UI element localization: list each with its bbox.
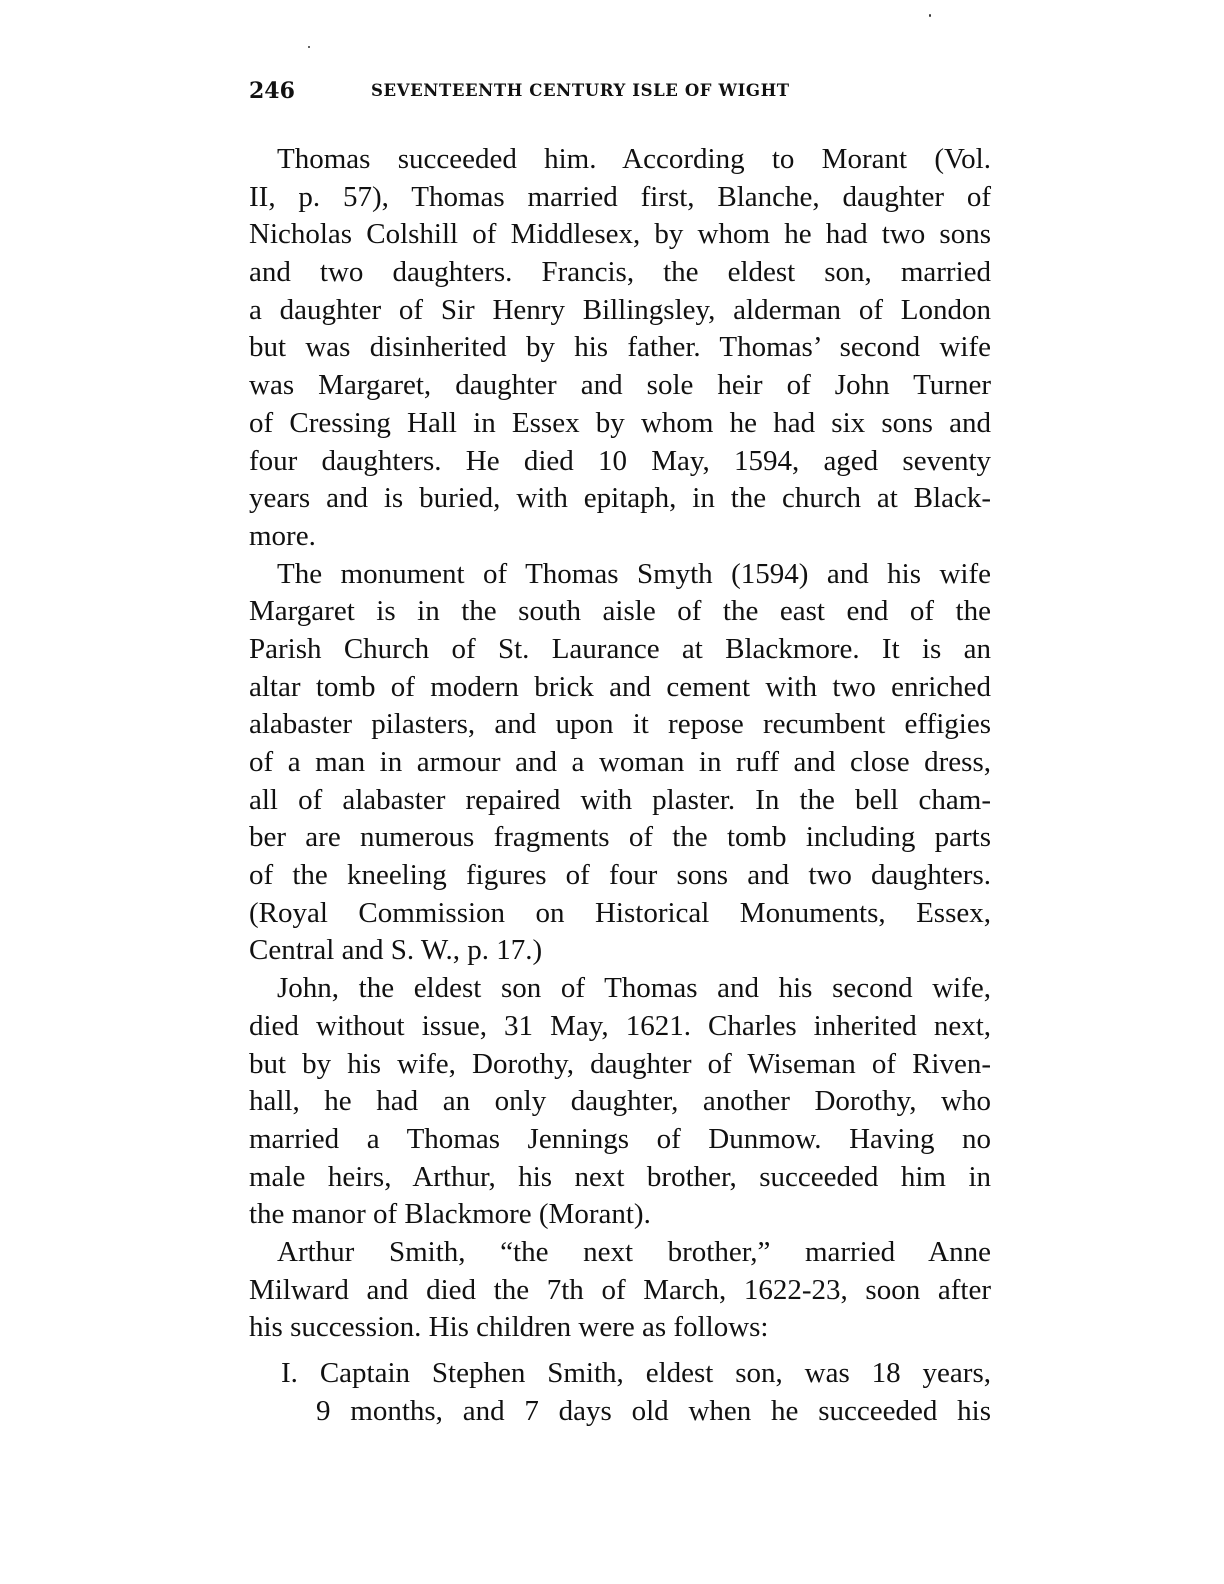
text-line: Milward and died the 7th of March, 1622-23, soon after	[249, 1273, 991, 1306]
text-line: but by his wife, Dorothy, daughter of Wiseman of Riven-	[249, 1047, 991, 1080]
text-line: II, p. 57), Thomas married first, Blanche, daughter of	[249, 180, 991, 213]
text-line: John, the eldest son of Thomas and his second wife,	[277, 972, 991, 1005]
text-line: more.	[249, 519, 316, 552]
children-list	[249, 1355, 991, 1430]
text-line: a daughter of Sir Henry Billingsley, alderman of London	[249, 293, 991, 326]
text-line: Parish Church of St. Laurance at Blackmore. It is an	[249, 632, 991, 665]
text-line: Arthur Smith, “the next brother,” married Anne	[277, 1235, 991, 1268]
page-number: 246	[249, 78, 295, 104]
text-line: died without issue, 31 May, 1621. Charles inherited next,	[249, 1009, 991, 1042]
text-line: Central and S. W., p. 17.)	[249, 934, 543, 967]
text-line: of a man in armour and a woman in ruff and close dress,	[249, 746, 991, 778]
text-line: married a Thomas Jennings of Dunmow. Having no	[249, 1122, 991, 1155]
scan-speck	[308, 46, 310, 48]
page-header	[249, 78, 869, 108]
text-line: but was disinherited by his father. Thomas’ second wife	[249, 331, 991, 364]
text-line: 9 months, and 7 days old when he succeeded his	[316, 1394, 991, 1427]
text-line: altar tomb of modern brick and cement with two enriched	[249, 670, 991, 703]
list-spacer	[249, 1347, 991, 1355]
list-text: Captain Stephen Smith, eldest son, was 18 years,	[319, 1357, 991, 1389]
text-line: alabaster pilasters, and upon it repose recumbent effigies	[249, 708, 991, 741]
text-line: the manor of Blackmore (Morant).	[249, 1198, 651, 1231]
running-head: SEVENTEENTH CENTURY ISLE OF WIGHT	[371, 81, 790, 100]
text-line: years and is buried, with epitaph, in the church at Black-	[249, 482, 991, 515]
text-line: was Margaret, daughter and sole heir of John Turner	[249, 369, 991, 402]
text-line: ber are numerous fragments of the tomb including parts	[249, 821, 991, 854]
paragraph	[249, 970, 991, 1234]
paragraph	[249, 141, 991, 556]
paragraph	[249, 1234, 991, 1347]
text-line: of Cressing Hall in Essex by whom he had six sons and	[249, 406, 991, 439]
list-item	[249, 1355, 991, 1430]
text-line: The monument of Thomas Smyth (1594) and his wife	[277, 557, 991, 590]
text-line: Margaret is in the south aisle of the east end of the	[249, 595, 991, 628]
text-line: Nicholas Colshill of Middlesex, by whom he had two sons	[249, 218, 991, 251]
list-marker: I.	[281, 1357, 298, 1389]
text-line: male heirs, Arthur, his next brother, succeeded him in	[249, 1160, 991, 1193]
text-line: Thomas succeeded him. According to Morant (Vol.	[277, 143, 991, 175]
text-line: and two daughters. Francis, the eldest son, married	[249, 256, 991, 289]
text-line: all of alabaster repaired with plaster. In the bell cham-	[249, 783, 991, 816]
text-line: his succession. His children were as follows:	[249, 1311, 769, 1344]
text-line	[249, 1355, 991, 1393]
page-body	[249, 141, 991, 1430]
text-line: hall, he had an only daughter, another Dorothy, who	[249, 1085, 991, 1118]
text-line: of the kneeling figures of four sons and two daughters.	[249, 859, 991, 892]
text-line: four daughters. He died 10 May, 1594, aged seventy	[249, 444, 991, 477]
scan-speck	[929, 14, 931, 17]
text-line: (Royal Commission on Historical Monuments, Essex,	[249, 896, 991, 929]
paragraph	[249, 556, 991, 971]
